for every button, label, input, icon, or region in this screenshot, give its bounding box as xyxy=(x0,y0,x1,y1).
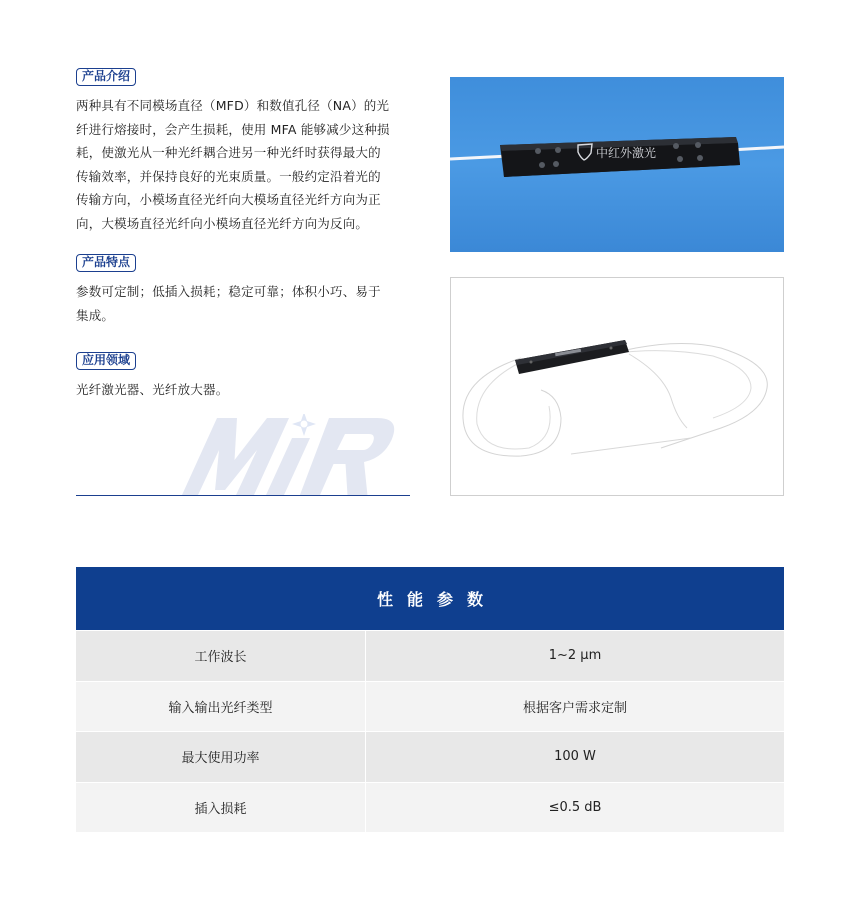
spec-key: 插入损耗 xyxy=(76,783,365,833)
intro-line: 两种具有不同模场直径（MFD）和数值孔径（NA）的光 xyxy=(76,98,390,113)
spec-key: 最大使用功率 xyxy=(76,732,365,782)
spec-table xyxy=(76,567,784,832)
device-label: 中红外激光 xyxy=(596,146,657,160)
spec-key: 输入输出光纤类型 xyxy=(76,682,365,732)
mir-watermark-logo xyxy=(180,414,412,498)
features-line: 参数可定制；低插入损耗；稳定可靠；体积小巧、易于 xyxy=(76,284,381,299)
spec-value: ≤0.5 dB xyxy=(365,783,784,833)
product-fiber-coil-image xyxy=(451,278,783,495)
intro-line: 纤进行熔接时，会产生损耗，使用 MFA 能够减少这种损 xyxy=(76,121,390,137)
section-divider xyxy=(76,495,410,496)
product-closeup-image xyxy=(450,77,784,252)
spec-value: 根据客户需求定制 xyxy=(365,682,784,732)
product-photo-full xyxy=(450,277,784,496)
intro-line: 传输方向，小模场直径光纤向大模场直径光纤方向为正 xyxy=(76,192,381,207)
star-icon xyxy=(292,414,316,436)
product-photo-closeup xyxy=(450,77,784,252)
intro-line: 传输效率，并保持良好的光束质量。一般约定沿着光的 xyxy=(76,168,381,184)
features-line: 集成。 xyxy=(76,307,115,323)
intro-paragraph xyxy=(76,94,410,235)
table-row xyxy=(76,782,784,833)
table-row xyxy=(76,630,784,681)
spec-value: 1~2 μm xyxy=(365,631,784,681)
table-row xyxy=(76,681,784,732)
spec-table-title: 性能参数 xyxy=(76,567,784,630)
intro-line: 耗，使激光从一种光纤耦合进另一种光纤时获得最大的 xyxy=(76,145,381,160)
spec-key: 工作波长 xyxy=(76,631,365,681)
table-row xyxy=(76,731,784,782)
spec-value: 100 W xyxy=(365,732,784,782)
section-tag-features: 产品特点 xyxy=(76,254,136,272)
intro-line: 向，大模场直径光纤向小模场直径光纤方向为反向。 xyxy=(76,215,369,231)
section-tag-applications: 应用领域 xyxy=(76,352,136,370)
spec-table-body xyxy=(76,630,784,832)
applications-paragraph xyxy=(76,378,410,402)
section-tag-intro: 产品介绍 xyxy=(76,68,136,86)
applications-line: 光纤激光器、光纤放大器。 xyxy=(76,382,229,397)
features-paragraph xyxy=(76,280,410,327)
